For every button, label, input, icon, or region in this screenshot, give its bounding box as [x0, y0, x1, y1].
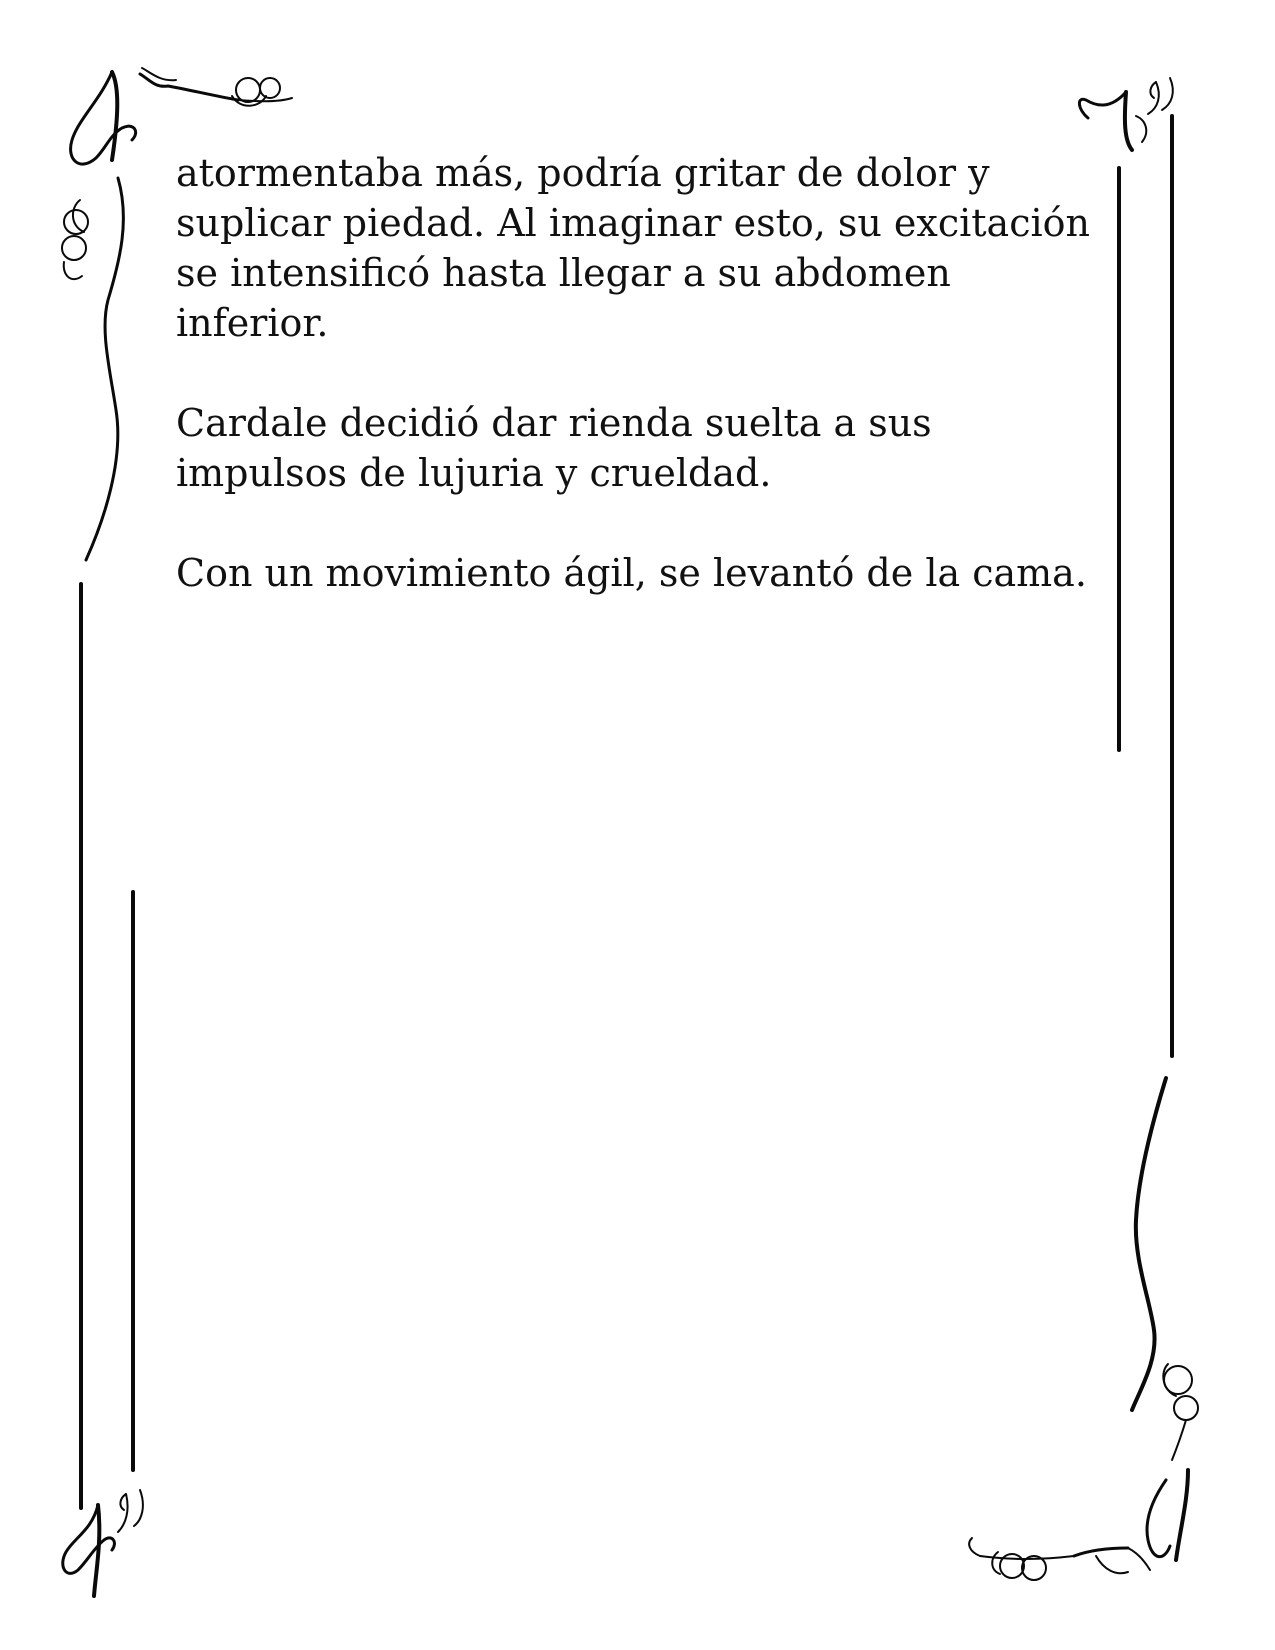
paragraph-3: Con un movimiento ágil, se levantó de la cama. [176, 551, 1087, 595]
paragraph-1: atormentaba más, podría gritar de dolor y suplicar piedad. Al imaginar esto, su excitación se intensificó hasta llegar a su abdomen inferior. [176, 151, 1091, 345]
paragraph-2: Cardale decidió dar rienda suelta a sus impulsos de lujuria y crueldad. [176, 401, 932, 495]
bottom-right-flourish-icon [969, 1078, 1198, 1580]
body-text [176, 148, 1101, 648]
bottom-left-flourish-icon [63, 1490, 143, 1596]
top-right-flourish-icon [1079, 78, 1172, 150]
